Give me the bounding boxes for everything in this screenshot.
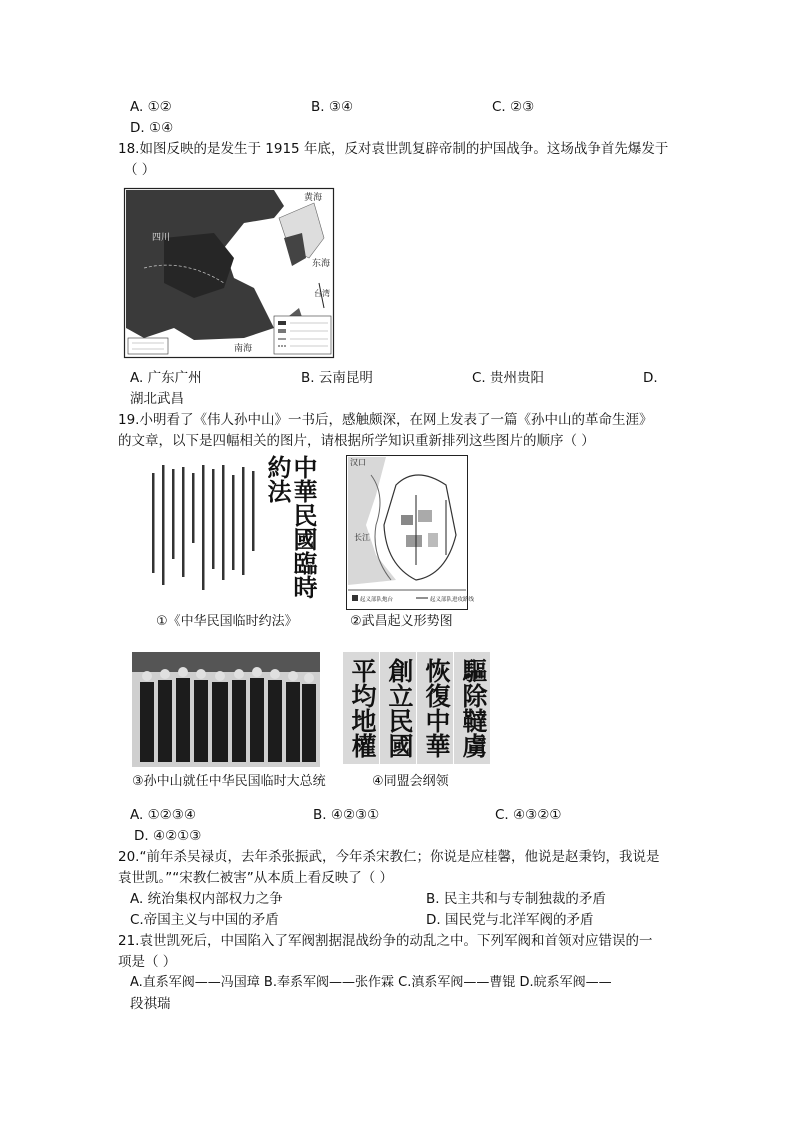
q17-option-b: B. ③④ — [311, 99, 354, 115]
q18-option-d-text: 湖北武昌 — [130, 391, 184, 407]
q20-option-a: A. 统治集权内部权力之争 — [130, 891, 283, 907]
q17-option-c: C. ②③ — [492, 99, 535, 115]
q19-option-b: B. ④②③① — [313, 807, 380, 823]
fig1-caption: ①《中华民国临时约法》 — [156, 614, 298, 629]
q19-fig2-map — [346, 455, 475, 610]
fig2-legend-right: 起义部队进攻路线 — [430, 597, 475, 603]
q20-option-d: D. 国民党与北洋军阀的矛盾 — [426, 912, 594, 928]
fig2-label-jiang: 长江 — [354, 533, 370, 542]
q18-option-d: D. — [643, 370, 658, 386]
q18-option-b: B. 云南昆明 — [301, 370, 373, 386]
q20-stem-1: 20.“前年杀吴禄贞，去年杀张振武，今年杀宋教仁；你说是应桂馨，他说是赵秉钧，我说是 — [118, 849, 660, 865]
q20-stem-2: 袁世凯。”“宋教仁被害”从本质上看反映了（ ） — [118, 870, 394, 886]
fig4-col-1: 驅除韃虜 — [454, 652, 490, 764]
fig4-col-3: 創立民國 — [380, 652, 416, 764]
q21-options: A.直系军阀——冯国璋 B.奉系军阀——张作霖 C.滇系军阀——曹锟 D.皖系军阀—— — [130, 975, 612, 990]
q18-option-c: C. 贵州贵阳 — [472, 370, 545, 386]
fig4-col-4: 平均地權 — [343, 652, 379, 764]
q19-option-c: C. ④③②① — [495, 807, 562, 823]
map-label-nanhai: 南海 — [234, 344, 253, 354]
fig2-caption: ②武昌起义形势图 — [350, 614, 453, 629]
q19-fig1-document — [140, 455, 320, 610]
q19-stem-2: 的文章，以下是四幅相关的图片，请根据所学知识重新排列这些图片的顺序（ ） — [118, 433, 595, 449]
q17-option-d: D. ①④ — [130, 120, 174, 136]
q18-map-figure — [124, 188, 334, 358]
q21-options-cont: 段祺瑞 — [130, 996, 171, 1012]
q19-fig4-calligraphy — [342, 652, 490, 767]
q19-option-a: A. ①②③④ — [130, 807, 196, 823]
q19-stem-1: 19.小明看了《伟人孙中山》一书后，感触颇深，在网上发表了一篇《孙中山的革命生涯》 — [118, 412, 653, 428]
q19-fig3-photo — [132, 652, 320, 767]
q20-option-b: B. 民主共和与专制独裁的矛盾 — [426, 891, 606, 907]
fig4-caption: ④同盟会纲领 — [372, 774, 449, 789]
fig4-col-2: 恢復中華 — [417, 652, 453, 764]
fig3-photo-image — [132, 652, 320, 767]
map-label-taiwan: 台湾 — [314, 289, 330, 298]
fig2-legend-left: 起义部队炮台 — [360, 597, 394, 603]
fig1-title: 中華民國臨時約法 — [263, 455, 318, 599]
q18-stem: 18.如图反映的是发生于 1915 年底，反对袁世凯复辟帝制的护国战争。这场战争首先爆发于 — [118, 141, 669, 157]
fig3-caption: ③孙中山就任中华民国临时大总统 — [132, 774, 326, 789]
map-label-sichuan: 四川 — [152, 233, 171, 243]
q19-option-d: D. ④②①③ — [134, 828, 202, 844]
q20-option-c: C.帝国主义与中国的矛盾 — [130, 912, 279, 928]
map-label-donghai: 东海 — [312, 259, 331, 269]
q21-stem-2: 项是（ ） — [118, 954, 177, 970]
q17-option-a: A. ①② — [130, 99, 172, 115]
map-label-huanghai: 黄海 — [304, 193, 323, 203]
fig2-map-image — [346, 455, 475, 610]
fig2-label-hankou: 汉口 — [350, 458, 366, 467]
q21-stem-1: 21.袁世凯死后，中国陷入了军阀割据混战纷争的动乱之中。下列军阀和首领对应错误的一 — [118, 933, 653, 949]
q18-option-a: A. 广东广州 — [130, 370, 202, 386]
q18-map — [124, 188, 334, 358]
q18-paren: （ ） — [124, 162, 156, 178]
